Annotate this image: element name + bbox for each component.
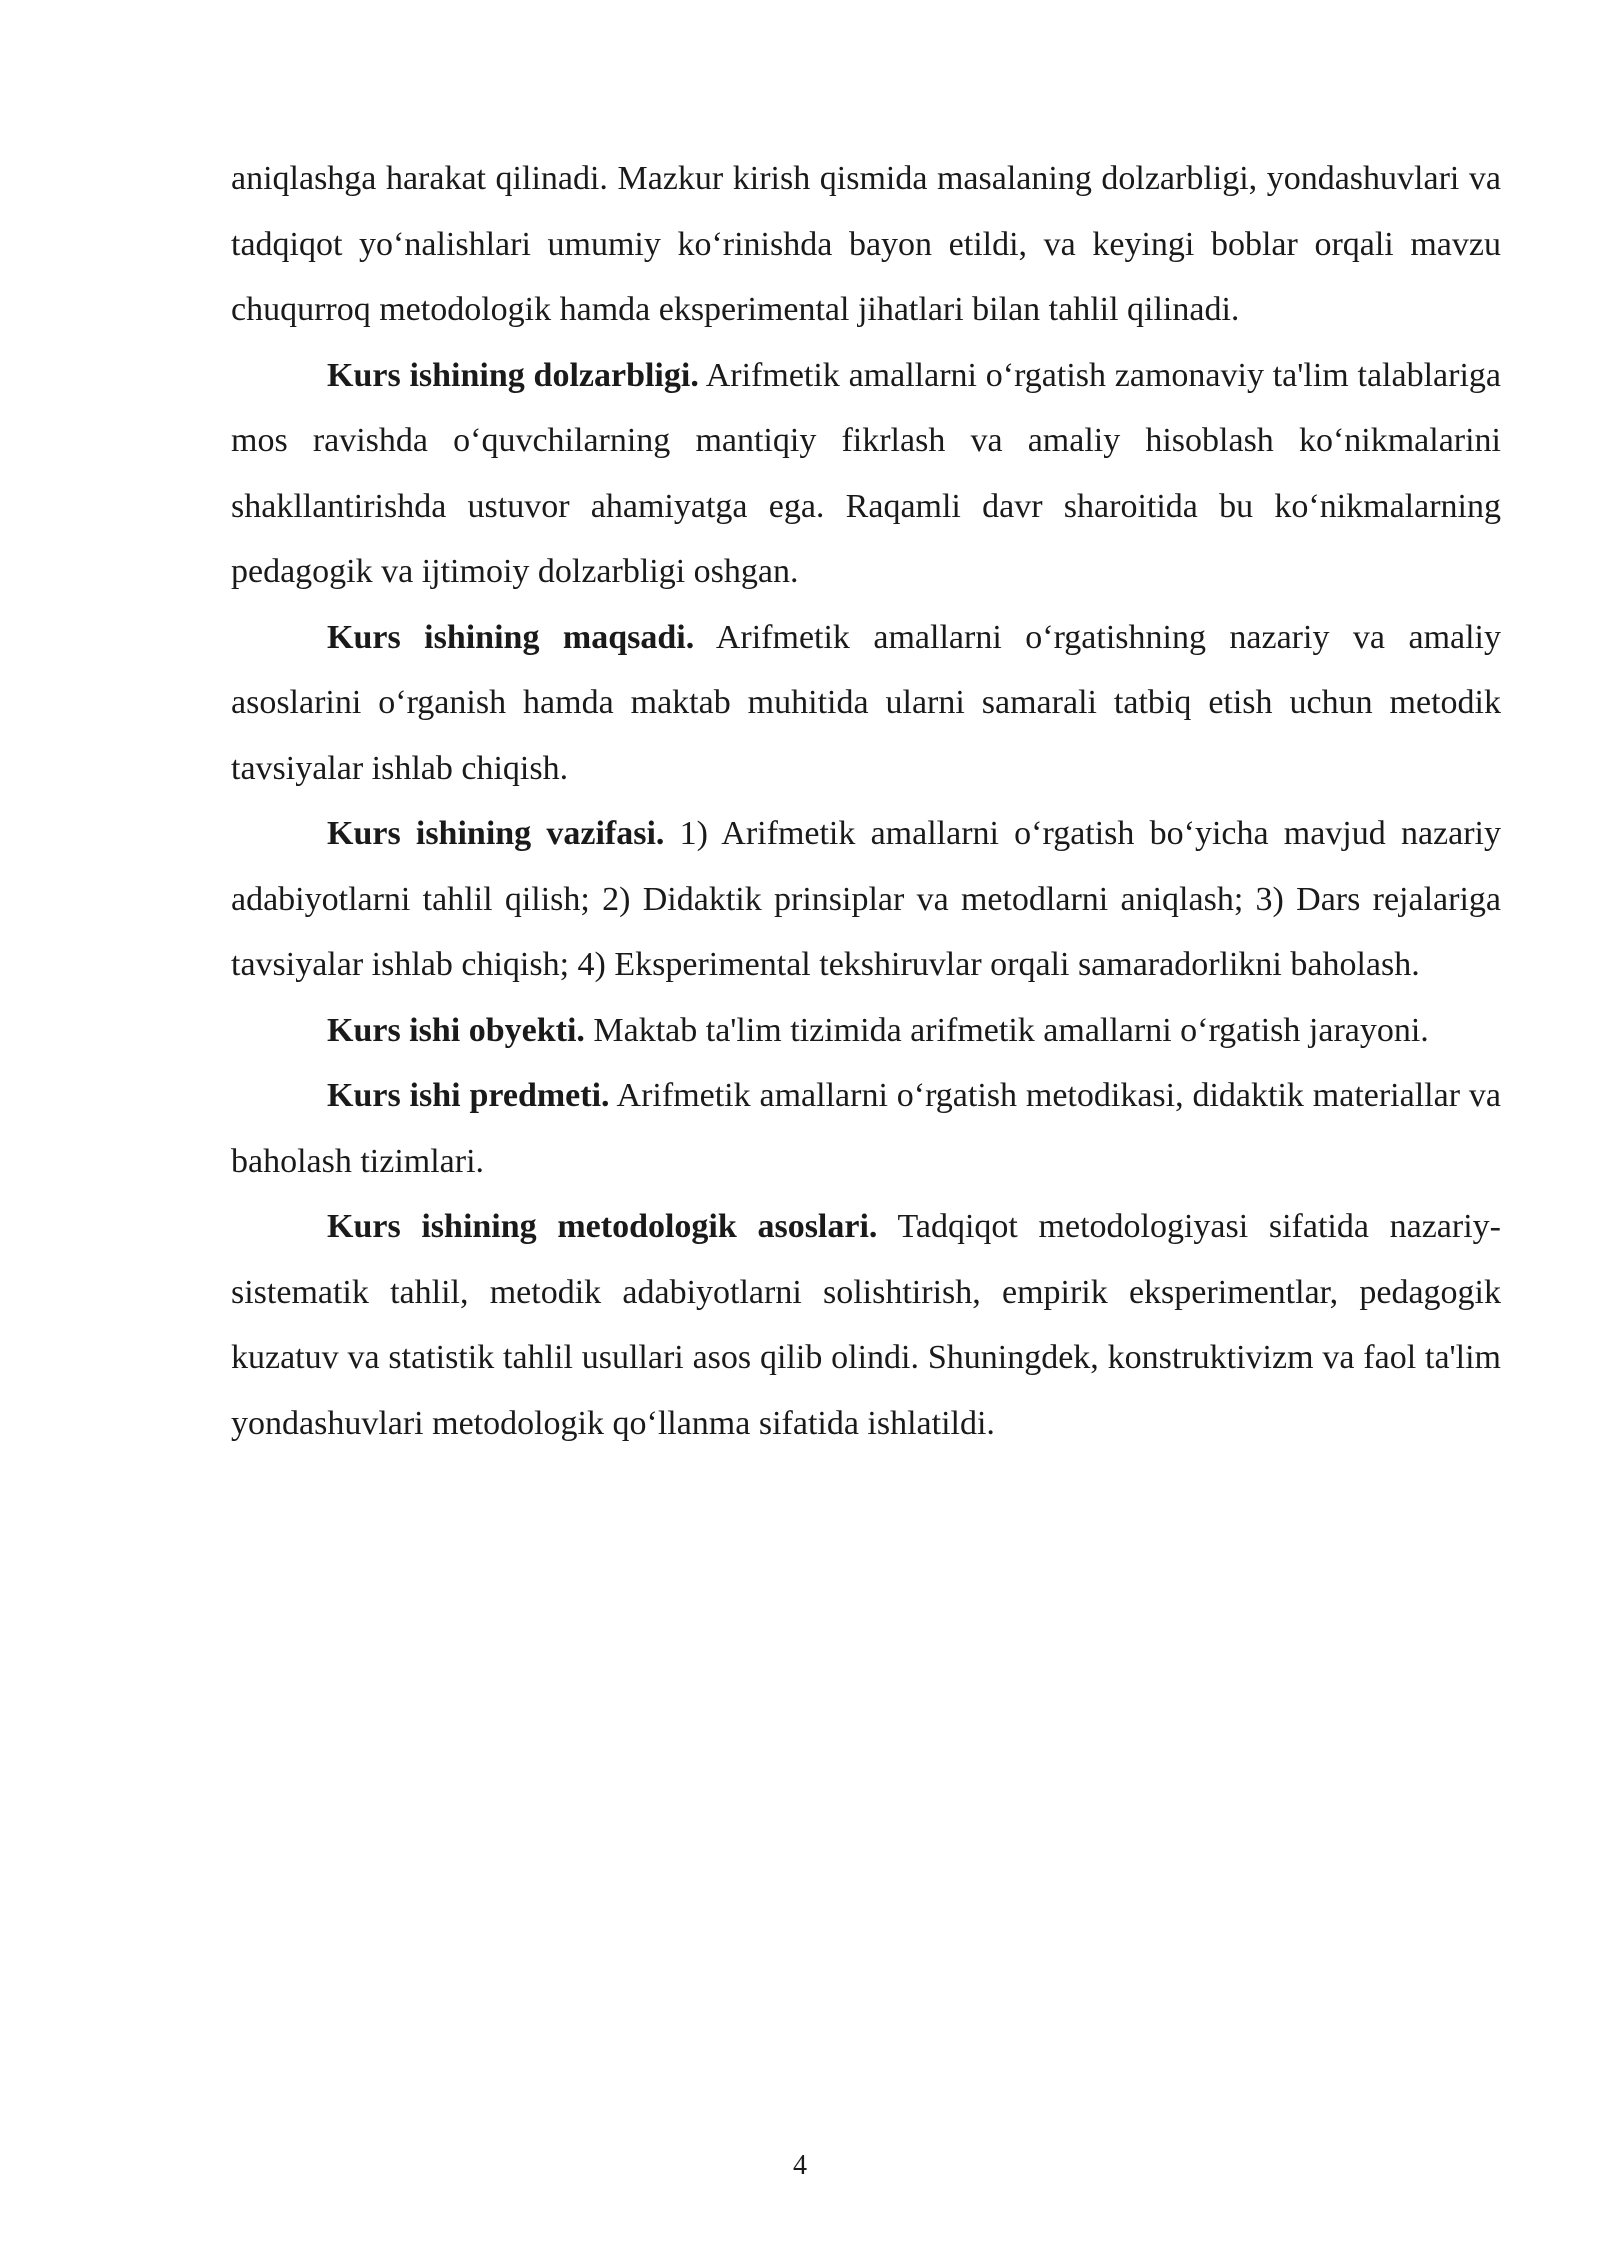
section-relevance bbox=[231, 343, 1501, 605]
section-heading: Kurs ishining maqsadi. bbox=[327, 618, 695, 656]
section-tasks bbox=[231, 801, 1501, 998]
section-text: Arifmetik amallarni o‘rgatish metodikasi, didaktik materiallar va baholash tizimlari. bbox=[231, 1077, 1502, 1180]
intro-paragraph: aniqlashga harakat qilinadi. Mazkur kirish qismida masalaning dolzarbligi, yondashuvlari va tadqiqot yo‘nalishlari umumiy ko‘rinishda bayon etildi, va keyingi boblar orqali mavzu chuqurroq metodologik hamda eksperimental jihatlari bilan tahlil qilinadi. bbox=[231, 160, 1501, 328]
section-text: 1) Arifmetik amallarni o‘rgatish bo‘yicha mavjud nazariy adabiyotlarni tahlil qilish; 2) Didaktik prinsiplar va metodlarni aniqlash; 3) Dars rejalariga tavsiyalar ishlab chiqish; 4) Eksperimental tekshiruvlar orqali samaradorlikni baholash. bbox=[231, 815, 1502, 983]
section-methodology bbox=[231, 1194, 1501, 1456]
section-heading: Kurs ishining metodologik asoslari. bbox=[327, 1208, 878, 1245]
section-heading: Kurs ishi predmeti. bbox=[327, 1077, 610, 1114]
page-body bbox=[231, 146, 1501, 1456]
page-number: 4 bbox=[793, 2150, 807, 2181]
section-text: Arifmetik amallarni o‘rgatishning nazariy va amaliy asoslarini o‘rganish hamda maktab muhitida ularni samarali tatbiq etish uchun metodik tavsiyalar ishlab chiqish. bbox=[231, 618, 1502, 787]
section-object bbox=[231, 998, 1501, 1064]
section-goal bbox=[231, 605, 1501, 802]
section-heading: Kurs ishi obyekti. bbox=[327, 1011, 585, 1049]
section-heading: Kurs ishining vazifasi. bbox=[327, 815, 665, 852]
section-subject bbox=[231, 1063, 1501, 1194]
section-text: Arifmetik amallarni o‘rgatish zamonaviy ta'lim talablariga mos ravishda o‘quvchilarning mantiqiy fikrlash va amaliy hisoblash ko‘nikmalarini shakllantirishda ustuvor ahamiyatga ega. Raqamli davr sharoitida bu ko‘nikmalarning pedagogik va ijtimoiy dolzarbligi oshgan. bbox=[231, 356, 1501, 590]
section-text: Maktab ta'lim tizimida arifmetik amallarni o‘rgatish jarayoni. bbox=[584, 1011, 1429, 1049]
section-text: Tadqiqot metodologiyasi sifatida nazariy-sistematik tahlil, metodik adabiyotlarni solishtirish, empirik eksperimentlar, pedagogik kuzatuv va statistik tahlil usullari asos qilib olindi. Shuningdek, konstruktivizm va faol ta'lim yondashuvlari metodologik qo‘llanma sifatida ishlatildi. bbox=[231, 1208, 1501, 1442]
section-heading: Kurs ishining dolzarbligi. bbox=[327, 356, 699, 394]
